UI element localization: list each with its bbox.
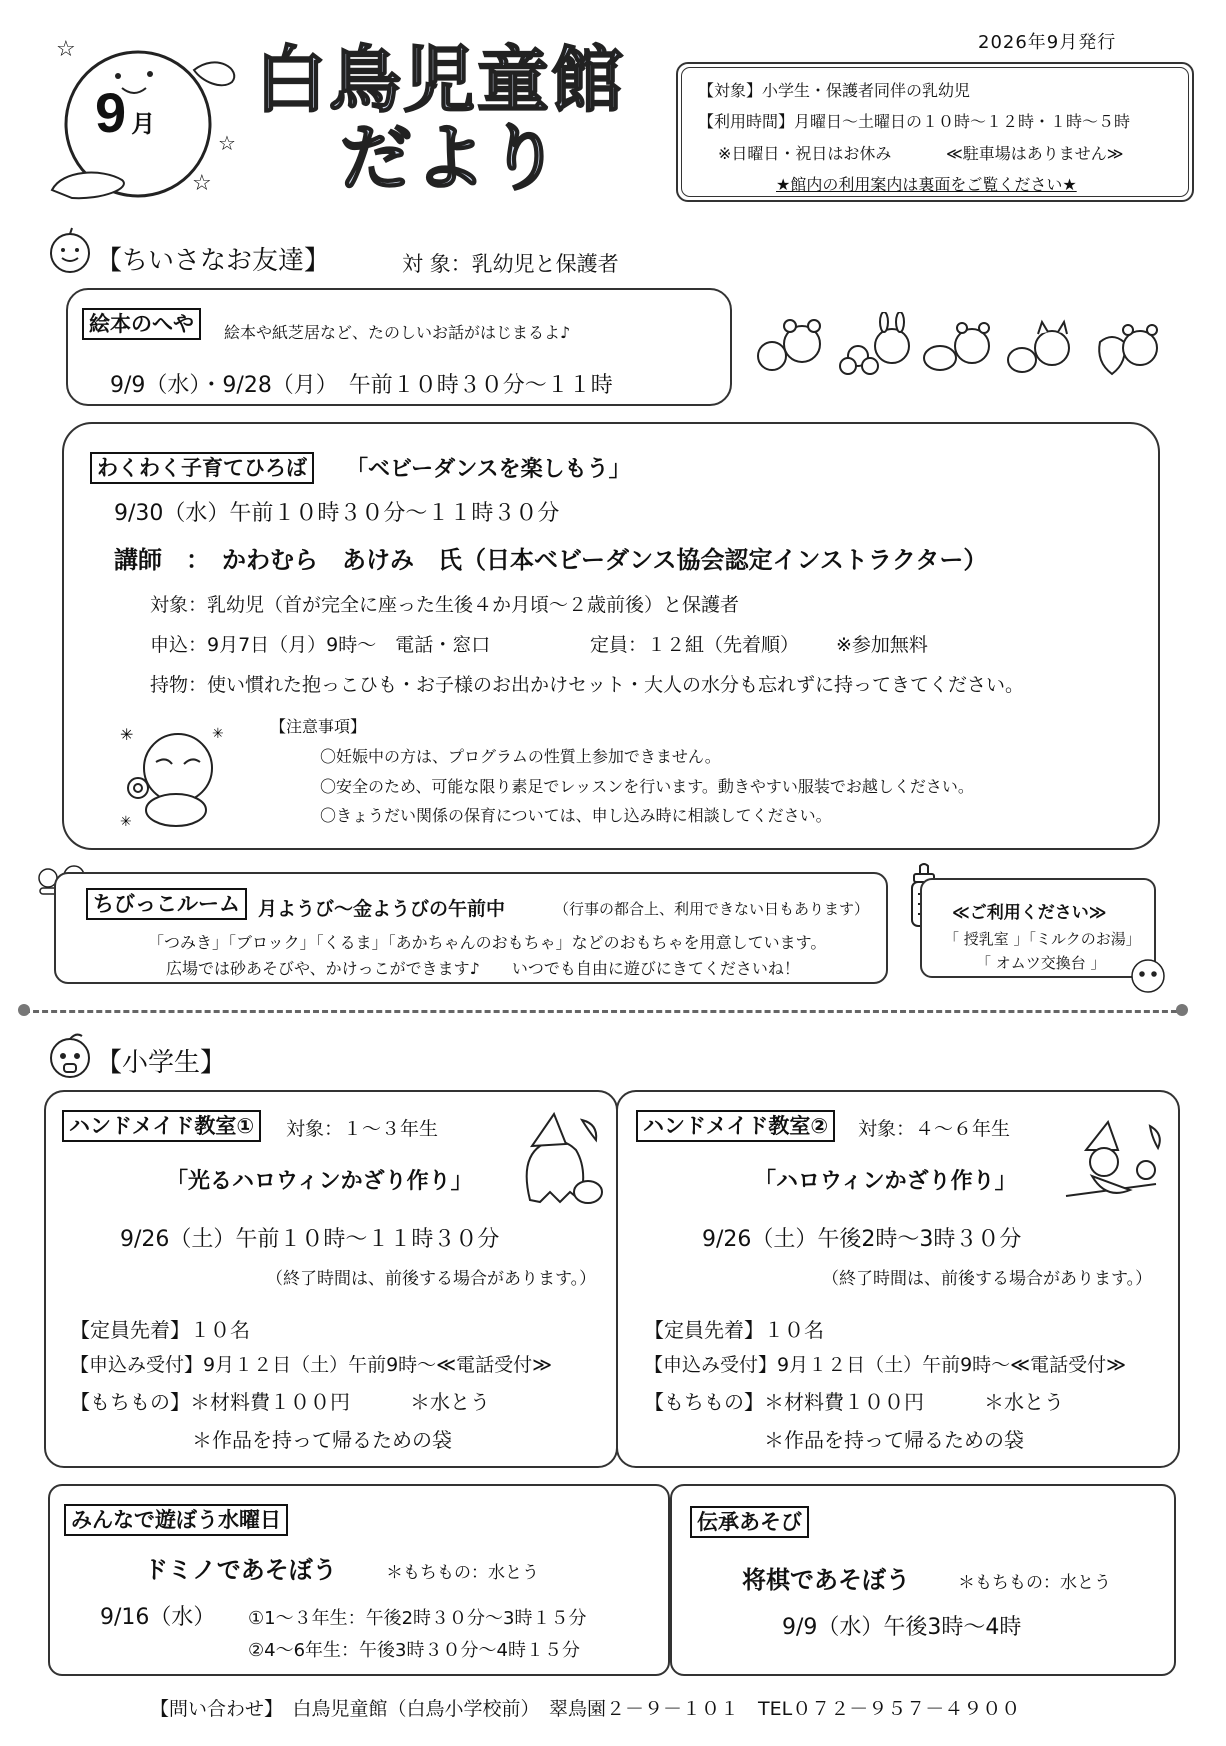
ehon-tag: 絵本のへや bbox=[82, 308, 201, 340]
densho-tag: 伝承あそび bbox=[690, 1506, 809, 1538]
star-icon: ☆ bbox=[192, 171, 212, 196]
month-unit: 月 bbox=[131, 110, 156, 138]
elementary-heading: 【小学生】 bbox=[96, 1048, 227, 1078]
wednesday-time-grade4-6: ②4～6年生：午後3時３０分～4時１５分 bbox=[248, 1640, 580, 1661]
handmade2-datetime: 9/26（土）午後2時～3時３０分 bbox=[702, 1227, 1022, 1252]
handmade1-capacity: 【定員先着】１０名 bbox=[70, 1318, 250, 1342]
info-closed: ※日曜日・祝日はお休み bbox=[718, 144, 892, 163]
chibikko-note: （行事の都合上、利用できない日もあります） bbox=[554, 900, 870, 918]
handmade1-box bbox=[44, 1090, 618, 1468]
chibikko-line2: 広場では砂あそびや、かけっこができます♪ いつでも自由に遊びにきてくださいね！ bbox=[166, 959, 800, 978]
facilities-box bbox=[920, 878, 1156, 978]
wakuwaku-bring: 持物：使い慣れた抱っこひも・お子様のお出かけセット・大人の水分も忘れずに持ってきてください。 bbox=[150, 674, 1025, 696]
densho-title: 将棋であそぼう bbox=[742, 1566, 910, 1594]
handmade2-box bbox=[616, 1090, 1180, 1468]
handmade1-bring-bag: ＊作品を持って帰るための袋 bbox=[192, 1428, 452, 1452]
wakuwaku-target: 対象：乳幼児（首が完全に座った生後４か月頃～２歳前後）と保護者 bbox=[150, 594, 740, 616]
handmade1-bring: 【もちもの】＊材料費１００円 ＊水とう bbox=[70, 1390, 490, 1414]
wednesday-date: 9/16（水） bbox=[100, 1605, 216, 1630]
contact-footer: 【問い合わせ】 白鳥児童館（白鳥小学校前） 翠鳥園２－９－１０１ TEL０７２－９５７－４９００ bbox=[150, 1698, 1021, 1720]
wakuwaku-apply: 申込：9月7日（月）9時～ 電話・窓口 bbox=[150, 634, 491, 656]
densho-datetime: 9/9（水）午後3時～4時 bbox=[782, 1615, 1022, 1640]
ehon-description: 絵本や紙芝居など、たのしいお話がはじまるよ♪ bbox=[224, 323, 571, 342]
wakuwaku-box bbox=[62, 422, 1160, 850]
facilities-heading: ≪ご利用ください≫ bbox=[952, 903, 1107, 923]
handmade1-tag: ハンドメイド教室① bbox=[62, 1110, 261, 1142]
wakuwaku-tag: わくわく子育てひろば bbox=[90, 452, 314, 484]
handmade2-note: （終了時間は、前後する場合があります。） bbox=[822, 1269, 1153, 1289]
handmade1-target: 対象：１～３年生 bbox=[286, 1118, 439, 1140]
facilities-line2: 「 オムツ交換台 」 bbox=[976, 954, 1106, 972]
handmade2-bring: 【もちもの】＊材料費１００円 ＊水とう bbox=[644, 1390, 1064, 1414]
witch-illustration bbox=[1056, 1120, 1168, 1212]
wednesday-box bbox=[48, 1484, 670, 1676]
facilities-line1: 「 授乳室 」「ミルクのお湯」 bbox=[944, 930, 1141, 948]
handmade2-bring-bag: ＊作品を持って帰るための袋 bbox=[764, 1428, 1024, 1452]
hedgehog-icon bbox=[1126, 952, 1170, 996]
note-item: 〇妊娠中の方は、プログラムの性質上参加できません。 bbox=[320, 747, 721, 766]
handmade2-target: 対象：４～６年生 bbox=[858, 1118, 1011, 1140]
chibikko-tag: ちびっこルーム bbox=[86, 888, 247, 920]
handmade2-tag: ハンドメイド教室② bbox=[636, 1110, 835, 1142]
infants-heading: 【ちいさなお友達】 bbox=[96, 246, 331, 276]
sparkle-icon: ✳ bbox=[120, 725, 134, 744]
star-icon: ☆ bbox=[56, 37, 76, 62]
wakuwaku-capacity: 定員：１２組（先着順） bbox=[590, 634, 800, 656]
info-parking: ≪駐車場はありません≫ bbox=[946, 144, 1124, 163]
wednesday-tag: みんなで遊ぼう水曜日 bbox=[64, 1504, 288, 1536]
sparkle-icon: ✳ bbox=[120, 814, 132, 830]
newsletter-title-line1: 白鳥児童館 bbox=[255, 38, 626, 122]
handmade2-apply: 【申込み受付】9月１２日（土）午前9時～≪電話受付≫ bbox=[644, 1354, 1126, 1376]
month-number: 9 bbox=[95, 81, 127, 144]
halloween-ghost-illustration bbox=[510, 1110, 606, 1206]
note-item: 〇きょうだい関係の保育については、申し込み時に相談してください。 bbox=[320, 806, 832, 825]
wednesday-time-grade1-3: ①1～３年生：午後2時３０分～3時１５分 bbox=[248, 1608, 587, 1629]
sparkle-icon: ✳ bbox=[212, 726, 224, 742]
animal-fruit-illustrations bbox=[752, 312, 1162, 382]
ehon-date: 9/9（水）・9/28（月） 午前１０時３０分～１１時 bbox=[110, 373, 613, 398]
handmade2-capacity: 【定員先着】１０名 bbox=[644, 1318, 824, 1342]
handmade1-datetime: 9/26（土）午前１０時～１１時３０分 bbox=[120, 1227, 500, 1252]
info-hours: 【利用時間】月曜日～土曜日の１０時～１２時・１時～５時 bbox=[698, 112, 1131, 131]
chibikko-box bbox=[54, 872, 888, 984]
chibikko-line1: 「つみき」「ブロック」「くるま」「あかちゃんのおもちゃ」などのおもちゃを用意しています。 bbox=[148, 933, 827, 952]
notes-heading: 【注意事項】 bbox=[270, 717, 367, 736]
info-box bbox=[676, 62, 1194, 202]
star-icon: ☆ bbox=[218, 131, 236, 155]
baby-illustration bbox=[116, 722, 226, 832]
handmade1-note: （終了時間は、前後する場合があります。） bbox=[266, 1269, 597, 1289]
apple-face-icon bbox=[48, 226, 92, 274]
infants-target: 対 象：乳幼児と保護者 bbox=[402, 252, 619, 276]
issue-date: 2026年9月発行 bbox=[978, 32, 1117, 53]
orange-face-icon bbox=[46, 1030, 94, 1080]
info-reverse-note: ★館内の利用案内は裏面をご覧ください★ bbox=[776, 175, 1077, 194]
month-badge bbox=[95, 80, 155, 145]
wednesday-title: ドミノであそぼう bbox=[144, 1556, 337, 1584]
divider-dot bbox=[18, 1004, 30, 1016]
note-item: 〇安全のため、可能な限り素足でレッスンを行います。動きやすい服装でお越しください。 bbox=[320, 777, 974, 796]
wakuwaku-instructor: 講師 ： かわむら あけみ 氏（日本ベビーダンス協会認定インストラクター） bbox=[114, 546, 988, 574]
handmade2-title: 「ハロウィンかざり作り」 bbox=[754, 1169, 1017, 1194]
densho-bring: ＊もちもの：水とう bbox=[958, 1573, 1111, 1593]
wednesday-bring: ＊もちもの：水とう bbox=[386, 1563, 539, 1583]
divider-dot bbox=[1176, 1004, 1188, 1016]
section-divider bbox=[24, 1010, 1186, 1013]
densho-box bbox=[670, 1484, 1176, 1676]
wakuwaku-free: ※参加無料 bbox=[836, 634, 928, 656]
wakuwaku-datetime: 9/30（水）午前１０時３０分～１１時３０分 bbox=[114, 501, 560, 526]
newsletter-title-line2: だより bbox=[340, 116, 563, 200]
chibikko-schedule: 月ようび～金ようびの午前中 bbox=[258, 898, 506, 920]
wakuwaku-title: 「ベビーダンスを楽しもう」 bbox=[346, 457, 631, 482]
handmade1-apply: 【申込み受付】9月１２日（土）午前9時～≪電話受付≫ bbox=[70, 1354, 552, 1376]
handmade1-title: 「光るハロウィンかざり作り」 bbox=[166, 1169, 473, 1194]
info-target: 【対象】小学生・保護者同伴の乳幼児 bbox=[698, 81, 971, 100]
ehon-box bbox=[66, 288, 732, 406]
